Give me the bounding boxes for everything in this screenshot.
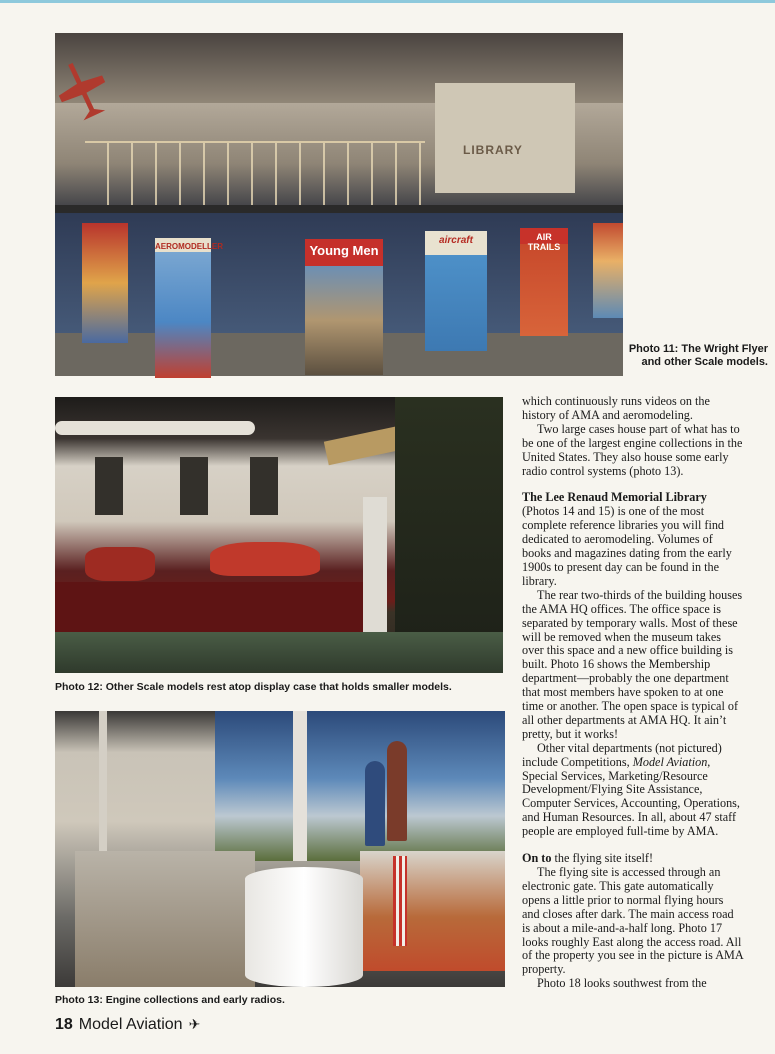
young-men-poster (305, 239, 383, 375)
article-paragraph: The rear two-thirds of the building houses the AMA HQ offices. The office space is separated by temporary walls. Most of these will be removed when the museum takes over this space and a new office building is built. Photo 16 shows the Membership department—probably the one department that most members have spoken to at one time or another. The open space is typical of all other departments at AMA HQ. It ain’t pretty, but it works! (522, 587, 743, 741)
cylinder-display-stand (245, 867, 363, 987)
photo-11-wright-flyer (55, 33, 623, 376)
photo-12-caption: Photo 12: Other Scale models rest atop display case that holds smaller models. (55, 681, 452, 693)
magazine-poster (593, 223, 623, 318)
red-biplane-model (210, 542, 320, 576)
article-paragraph: The flying site is accessed through an electronic gate. This gate automatically opens a little prior to normal flying hours and closes after dark. The main access road is about a mile-and-a-half long. Photo 17 looks roughly East along the access road. All of the property you see in the picture is AMA property. (522, 865, 744, 977)
photo-13-caption: Photo 13: Engine collections and early radios. (55, 994, 285, 1006)
poster-title: aircraft (439, 235, 473, 246)
poster-title: Young Men (309, 243, 379, 258)
photo-11-caption: Photo 11: The Wright Flyer and other Scale models. (628, 343, 768, 368)
subhead: The Lee Renaud Memorial Library (522, 490, 707, 505)
library-sign: LIBRARY (463, 143, 523, 157)
article-paragraph (522, 742, 744, 839)
striped-panel (393, 856, 407, 946)
support-pole (99, 711, 107, 851)
poster-title: AIR TRAILS (527, 232, 561, 252)
ceiling-light (55, 421, 255, 435)
mural-figure (365, 761, 385, 846)
display-shelf (55, 582, 363, 632)
air-trails-poster (520, 228, 568, 336)
magazine-title-italic: Model Aviation (632, 754, 708, 769)
top-color-rule (0, 0, 775, 3)
mural (215, 711, 505, 861)
photo-13-engine-collections (55, 711, 505, 987)
model-aircraft-poster (425, 231, 487, 351)
glass-display-case (55, 632, 503, 673)
radio-display-case (360, 851, 505, 971)
article-paragraph (522, 852, 744, 866)
white-column (293, 711, 307, 861)
paragraph-text: the flying site itself! (551, 851, 654, 866)
wall-window (250, 457, 278, 515)
magazine-name: Model Aviation (78, 1016, 183, 1033)
mural-figure (387, 741, 407, 841)
poster-title: AEROMODELLER (155, 242, 223, 251)
page-folio (55, 1016, 200, 1034)
library-sign-wall (435, 83, 575, 193)
paragraph-text: Other vital departments (not pictured) include Competitions, (522, 740, 722, 769)
article-paragraph (522, 491, 744, 588)
article-column (522, 395, 744, 991)
wall-window (180, 457, 208, 515)
engine-display-case (75, 851, 255, 987)
red-scale-model (85, 547, 155, 581)
article-paragraph: Photo 18 looks southwest from the (537, 976, 707, 991)
article-paragraph: Two large cases house part of what has to be one of the largest engine collections in the United States. They also house some early radio control systems (photo 13). (522, 421, 743, 478)
photo-12-scale-models (55, 397, 503, 673)
subhead: On to (522, 851, 552, 866)
paragraph-text: , Special Services, Marketing/Resource Development/Flying Site Assistance, Computer Services, Accounting, Operations, and Human Resources. In all, about 47 staff people are employed full-time by AMA. (522, 754, 740, 839)
page-number: 18 (55, 1016, 73, 1033)
wall-window (95, 457, 123, 515)
magazine-poster (82, 223, 128, 343)
paragraph-text: (Photos 14 and 15) is one of the most complete reference libraries you will find dedicated to aeromodeling. Volumes of books and magazines dating from the early 1900s to present day can be found in the library. (522, 504, 732, 588)
article-paragraph: which continuously runs videos on the history of AMA and aeromodeling. (522, 394, 710, 422)
airplane-icon: ✈ (188, 1016, 201, 1032)
aeromodeller-poster (155, 238, 223, 378)
